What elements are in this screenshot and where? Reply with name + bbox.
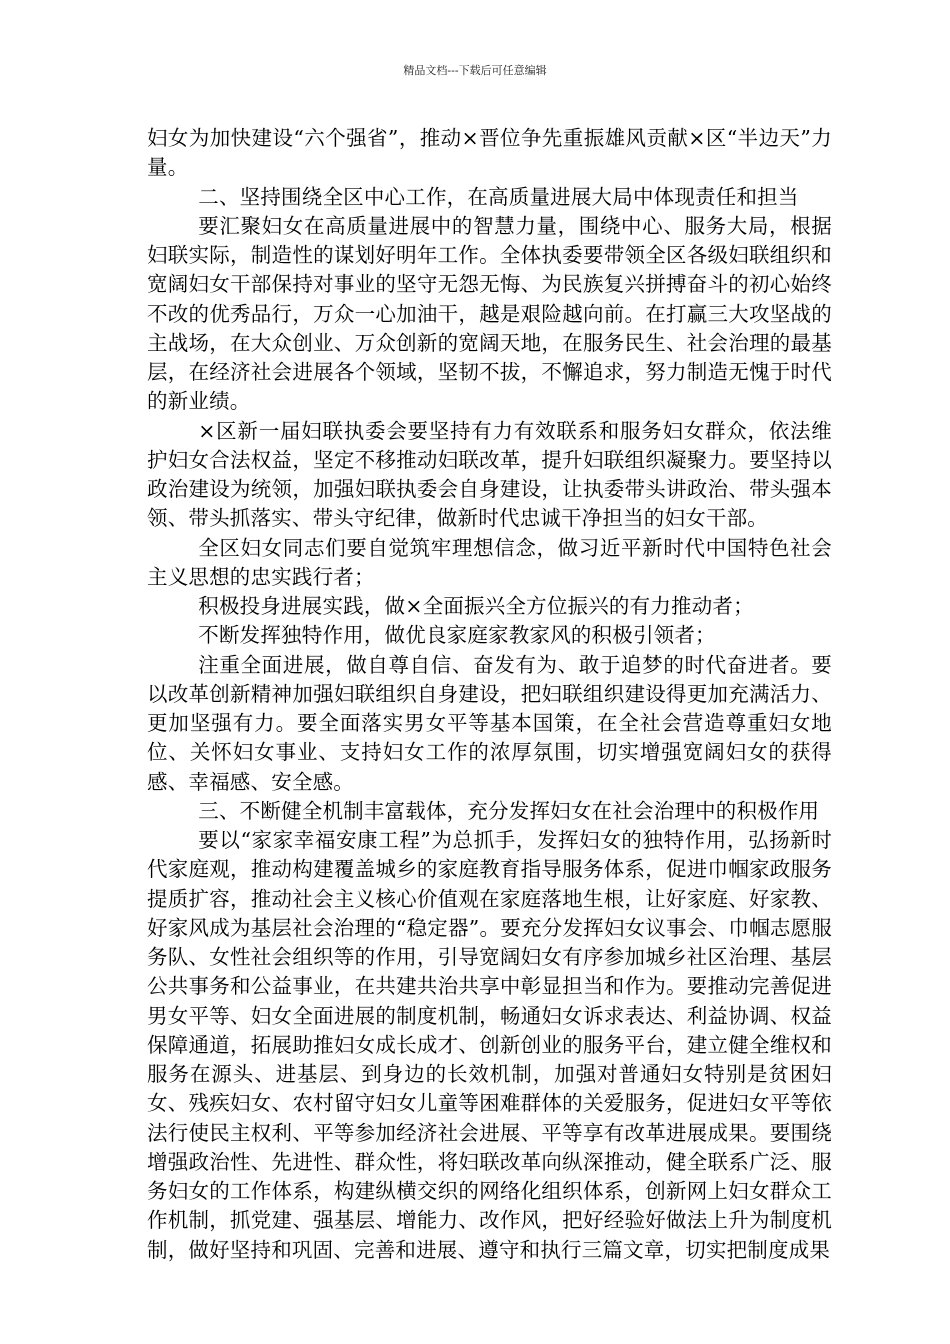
- paragraph: 要以“家家幸福安康工程”为总抓手，发挥妇女的独特作用，弘扬新时代家庭观，推动构建覆盖城乡的家庭教育指导服务体系，促进巾帼家政服务提质扩容，推动社会主义核心价值观在家庭落地生根，让好家庭、好家教、好家风成为基层社会治理的“稳定器”。要充分发挥妇女议事会、巾帼志愿服务队、女性社会组织等的作用，引导宽阔妇女有序参加城乡社区治理、基层公共事务和公益事业，在共建共治共享中彰显担当和作为。要推动完善促进男女平等、妇女全面进展的制度机制，畅通妇女诉求表达、利益协调、权益保障通道，拓展助推妇女成长成才、创新创业的服务平台，建立健全维权和服务在源头、进基层、到身边的长效机制，加强对普通妇女特别是贫困妇女、残疾妇女、农村留守妇女儿童等困难群体的关爱服务，促进妇女平等依法行使民主权利、平等参加经济社会进展、平等享有改革进展成果。要围绕增强政治性、先进性、群众性，将妇联改革向纵深推动，健全联系广泛、服务妇女的工作体系，构建纵横交织的网络化组织体系，创新网上妇女群众工作机制，抓党建、强基层、增能力、改作风，把好经验好做法上升为制度机制，做好坚持和巩固、完善和进展、遵守和执行三篇文章，切实把制度成果: [147, 828, 832, 1262]
- section-heading: 三、不断健全机制丰富载体，充分发挥妇女在社会治理中的积极作用: [198, 798, 820, 823]
- paragraph: ×区新一届妇联执委会要坚持有力有效联系和服务妇女群众，依法维护妇女合法权益，坚定不移推动妇联改革，提升妇联组织凝聚力。要坚持以政治建设为统领，加强妇联执委会自身建设，让执委带头讲政治、带头强本领、带头抓落实、带头守纪律，做新时代忠诚干净担当的妇女干部。: [147, 418, 832, 531]
- document-body: [147, 124, 832, 1265]
- paragraph: 不断发挥独特作用，做优良家庭家教家风的积极引领者；: [198, 623, 716, 648]
- paragraph: 妇女为加快建设“六个强省”，推动×晋位争先重振雄风贡献×区“半边天”力量。: [147, 126, 832, 180]
- paragraph: 积极投身进展实践，做×全面振兴全方位振兴的有力推动者；: [198, 594, 754, 618]
- paragraph: 全区妇女同志们要自觉筑牢理想信念，做习近平新时代中国特色社会主义思想的忠实践行者；: [147, 535, 832, 589]
- page-header: 精品文档---下载后可任意编辑: [403, 64, 547, 77]
- section-heading: 二、坚持围绕全区中心工作，在高质量进展大局中体现责任和担当: [198, 184, 799, 209]
- paragraph: 要汇聚妇女在高质量进展中的智慧力量，围绕中心、服务大局，根据妇联实际，制造性的谋划好明年工作。全体执委要带领全区各级妇联组织和宽阔妇女干部保持对事业的坚守无怨无悔、为民族复兴拼搏奋斗的初心始终不改的优秀品行，万众一心加油干，越是艰险越向前。在打赢三大攻坚战的主战场，在大众创业、万众创新的宽阔天地，在服务民生、社会治理的最基层，在经济社会进展各个领域，坚韧不拔，不懈追求，努力制造无愧于时代的新业绩。: [147, 213, 832, 414]
- paragraph: 注重全面进展，做自尊自信、奋发有为、敢于追梦的时代奋进者。要以改革创新精神加强妇联组织自身建设，把妇联组织建设得更加充满活力、更加坚强有力。要全面落实男女平等基本国策，在全社会营造尊重妇女地位、关怀妇女事业、支持妇女工作的浓厚氛围，切实增强宽阔妇女的获得感、幸福感、安全感。: [147, 652, 832, 794]
